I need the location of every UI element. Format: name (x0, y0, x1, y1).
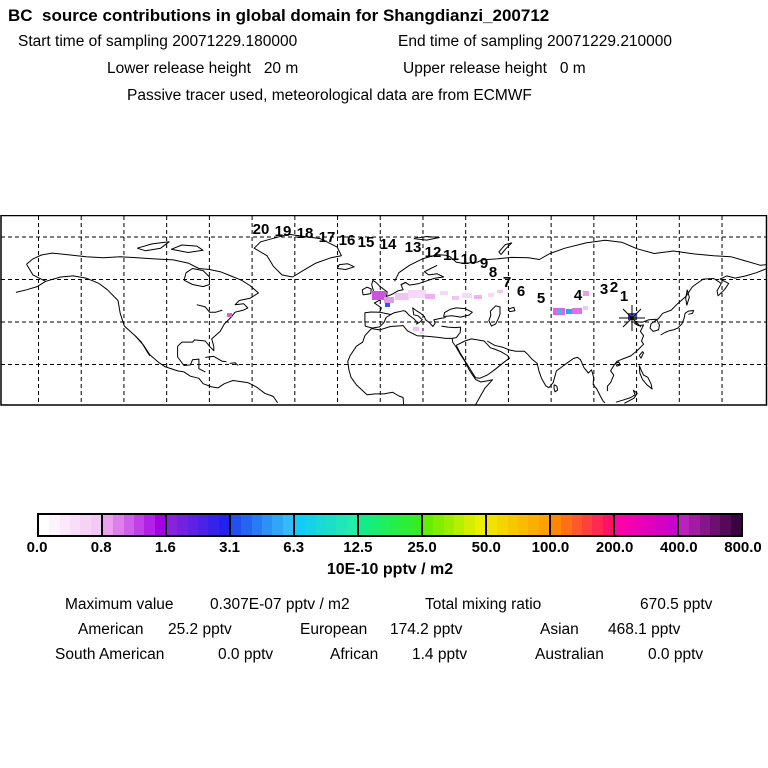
colorbar-cell (113, 515, 123, 535)
lower-release-text: Lower release height 20 m (107, 60, 299, 77)
colorbar-cell (49, 515, 59, 535)
trajectory-number: 16 (338, 232, 356, 249)
colorbar-tick: 3.1 (219, 539, 240, 556)
world-map (0, 215, 768, 406)
colorbar-cell (625, 515, 635, 535)
colorbar-tick: 0.0 (26, 539, 48, 556)
colorbar-cell (603, 515, 613, 535)
source-patch (227, 313, 232, 317)
colorbar-cell (144, 515, 154, 535)
colorbar-tick: 50.0 (471, 539, 501, 556)
trajectory-number: 6 (516, 283, 526, 300)
continent-american-value: 25.2 pptv (168, 621, 232, 638)
colorbar-cell (400, 515, 410, 535)
colorbar-segment (165, 515, 229, 535)
colorbar-cell (80, 515, 90, 535)
source-patch (488, 293, 494, 297)
colorbar-cell (60, 515, 70, 535)
source-patch (420, 331, 424, 334)
colorbar-segment (421, 515, 485, 535)
trajectory-number: 17 (318, 229, 336, 246)
colorbar-tick: 400.0 (660, 539, 698, 556)
colorbar-cell (679, 515, 689, 535)
colorbar-tick: 12.5 (343, 539, 373, 556)
continent-european-value: 174.2 pptv (390, 621, 463, 638)
trajectory-number: 15 (357, 234, 375, 251)
colorbar-cell (656, 515, 666, 535)
colorbar-cell (667, 515, 677, 535)
colorbar-segment (549, 515, 613, 535)
colorbar-cell (134, 515, 144, 535)
colorbar-cell (528, 515, 538, 535)
colorbar-cell (700, 515, 710, 535)
colorbar-cell (316, 515, 326, 535)
colorbar-cell (720, 515, 730, 535)
source-patch (462, 293, 472, 298)
colorbar-cell (305, 515, 315, 535)
source-patch (572, 308, 582, 314)
colorbar-cell (219, 515, 229, 535)
maximum-label: Maximum value (65, 596, 174, 613)
colorbar-cell (336, 515, 346, 535)
trajectory-number: 1 (619, 288, 629, 305)
maximum-value: 0.307E-07 pptv / m2 (210, 596, 350, 613)
start-time-text: Start time of sampling 20071229.180000 (18, 33, 298, 50)
colorbar-segment (229, 515, 293, 535)
colorbar-tick: 25.0 (407, 539, 437, 556)
continent-european-label: European (300, 621, 368, 638)
colorbar-cell (731, 515, 741, 535)
trajectory-number: 7 (502, 274, 512, 291)
continent-asian-label: Asian (540, 621, 579, 638)
source-patch (385, 303, 390, 307)
trajectory-number: 3 (599, 281, 609, 298)
trajectory-number: 2 (609, 279, 619, 296)
source-patch (452, 296, 459, 300)
continent-south-american-label: South American (55, 646, 165, 663)
source-patch (583, 291, 589, 296)
source-patch (384, 297, 394, 303)
colorbar-tick: 200.0 (595, 539, 634, 556)
colorbar-cell (487, 515, 497, 535)
upper-release-text: Upper release height 0 m (403, 60, 586, 77)
colorbar-cell (539, 515, 549, 535)
colorbar-cell (454, 515, 464, 535)
colorbar-cell (262, 515, 272, 535)
colorbar-cell (551, 515, 561, 535)
colorbar-cell (155, 515, 165, 535)
colorbar-cell (283, 515, 293, 535)
continent-south-american-value: 0.0 pptv (218, 646, 274, 663)
colorbar-cell (39, 515, 49, 535)
total-mixing-ratio-label: Total mixing ratio (425, 596, 542, 613)
colorbar-cell (359, 515, 369, 535)
colorbar-cell (689, 515, 699, 535)
colorbar-cell (70, 515, 80, 535)
continent-african-value: 1.4 pptv (412, 646, 468, 663)
colorbar-tick: 6.3 (283, 539, 305, 556)
tracer-note-text: Passive tracer used, meteorological data are from ECMWF (127, 87, 532, 104)
colorbar-cell (390, 515, 400, 535)
colorbar-segment (39, 515, 101, 535)
source-patch (425, 294, 435, 299)
source-patch (583, 306, 588, 310)
colorbar-cell (475, 515, 485, 535)
colorbar-cell (208, 515, 218, 535)
continent-american-label: American (78, 621, 144, 638)
colorbar-cell (636, 515, 646, 535)
colorbar-cell (646, 515, 656, 535)
colorbar (37, 513, 743, 537)
source-patch (474, 295, 482, 299)
figure-title: BC source contributions in global domain for Shangdianzi_200712 (8, 6, 550, 25)
colorbar-unit-label: 10E-10 pptv / m2 (326, 561, 454, 578)
colorbar-tick: 1.6 (154, 539, 176, 556)
colorbar-cell (380, 515, 390, 535)
colorbar-cell (572, 515, 582, 535)
colorbar-segment (293, 515, 357, 535)
trajectory-number: 10 (460, 251, 478, 268)
continent-australian-label: Australian (535, 646, 604, 663)
source-patch (395, 293, 409, 300)
trajectory-number: 9 (479, 255, 489, 272)
source-patch (440, 291, 448, 295)
trajectory-number: 14 (379, 236, 397, 253)
colorbar-segment (101, 515, 165, 535)
trajectory-number: 8 (488, 264, 498, 281)
colorbar-cell (615, 515, 625, 535)
trajectory-number: 18 (296, 225, 314, 242)
source-patch (557, 310, 562, 314)
source-patch (372, 291, 386, 300)
colorbar-segment (485, 515, 549, 535)
total-mixing-ratio-value: 670.5 pptv (640, 596, 713, 613)
end-time-text: End time of sampling 20071229.210000 (398, 33, 673, 50)
colorbar-cell (508, 515, 518, 535)
colorbar-cell (518, 515, 528, 535)
colorbar-cell (497, 515, 507, 535)
colorbar-cell (124, 515, 134, 535)
colorbar-segment (677, 515, 741, 535)
colorbar-tick: 100.0 (531, 539, 570, 556)
trajectory-number: 12 (424, 244, 442, 261)
colorbar-cell (188, 515, 198, 535)
colorbar-cell (167, 515, 177, 535)
colorbar-cell (411, 515, 421, 535)
colorbar-cell (241, 515, 251, 535)
trajectory-number: 13 (404, 239, 422, 256)
colorbar-cell (231, 515, 241, 535)
colorbar-segment (613, 515, 677, 535)
colorbar-cell (444, 515, 454, 535)
colorbar-cell (177, 515, 187, 535)
trajectory-number: 5 (536, 290, 546, 307)
colorbar-cell (347, 515, 357, 535)
colorbar-tick: 800.0 (724, 539, 762, 556)
coastlines (16, 234, 767, 404)
continent-australian-value: 0.0 pptv (648, 646, 704, 663)
colorbar-cell (103, 515, 113, 535)
colorbar-cell (198, 515, 208, 535)
colorbar-cell (710, 515, 720, 535)
receptor-star-icon (619, 305, 645, 331)
colorbar-tick: 0.8 (90, 539, 112, 556)
colorbar-cell (326, 515, 336, 535)
colorbar-cell (561, 515, 571, 535)
trajectory-number: 19 (274, 223, 292, 240)
colorbar-cell (433, 515, 443, 535)
source-patch (566, 309, 572, 314)
colorbar-cell (592, 515, 602, 535)
continent-asian-value: 468.1 pptv (608, 621, 681, 638)
colorbar-cell (295, 515, 305, 535)
colorbar-cell (91, 515, 101, 535)
colorbar-cell (252, 515, 262, 535)
colorbar-cell (582, 515, 592, 535)
colorbar-tick-labels (0, 539, 768, 557)
source-patch (408, 290, 426, 298)
colorbar-cell (369, 515, 379, 535)
source-patch (413, 327, 419, 331)
continent-african-label: African (330, 646, 379, 663)
trajectory-number: 20 (252, 221, 270, 238)
trajectory-number: 11 (443, 247, 459, 264)
trajectory-number: 4 (573, 287, 583, 304)
colorbar-cell (272, 515, 282, 535)
colorbar-cell (464, 515, 474, 535)
colorbar-segment (357, 515, 421, 535)
colorbar-cell (423, 515, 433, 535)
